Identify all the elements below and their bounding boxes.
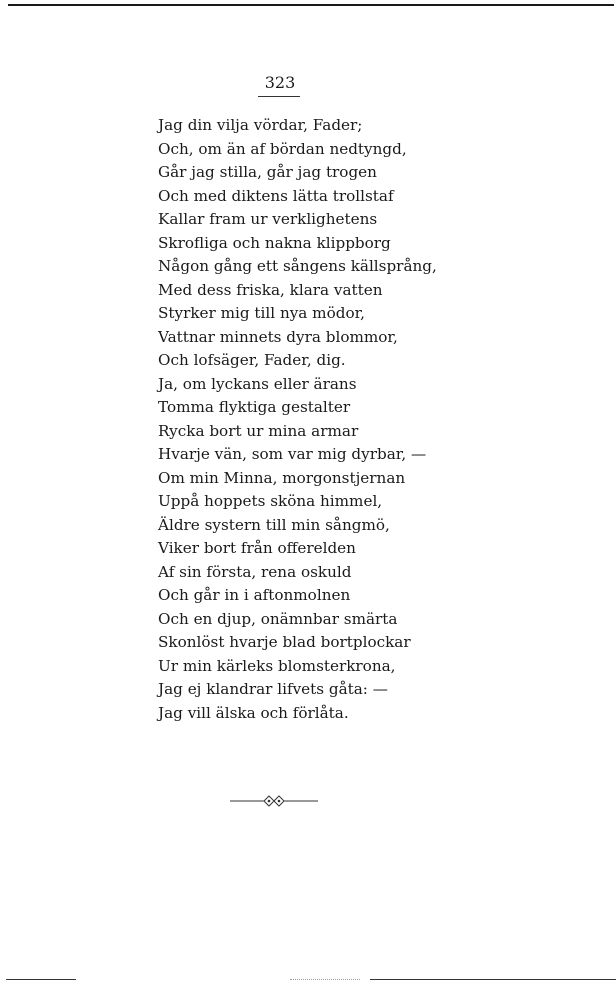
poem-line: Styrker mig till nya mödor,: [158, 304, 366, 322]
poem-line: Hvarje vän, som var mig dyrbar, —: [158, 445, 427, 463]
poem-line: Ja, om lyckans eller ärans: [158, 374, 357, 393]
ornament-divider: [230, 791, 318, 811]
poem-line: Går jag stilla, går jag trogen: [158, 163, 377, 181]
page-number-underline: [258, 96, 300, 97]
poem-line: Ur min kärleks blomsterkrona,: [158, 656, 396, 675]
poem-line: Skrofliga och nakna klippborg: [158, 233, 391, 252]
poem-line: Jag ej klandrar lifvets gåta: —: [158, 680, 388, 698]
poem-line: Och går in i aftonmolnen: [158, 586, 351, 604]
poem-line: Med dess friska, klara vatten: [158, 280, 383, 299]
bottom-rule: [6, 979, 76, 980]
poem: [158, 114, 437, 725]
poem-line: Rycka bort ur mina armar: [158, 421, 359, 440]
poem-line: Uppå hoppets sköna himmel,: [158, 492, 383, 510]
poem-line: Kallar fram ur verklighetens: [158, 210, 378, 228]
poem-line: Viker bort från offerelden: [158, 539, 356, 557]
poem-line: Vattnar minnets dyra blommor,: [158, 327, 398, 346]
poem-line: Af sin första, rena oskuld: [158, 562, 352, 581]
poem-line: Någon gång ett sångens källsprång,: [158, 257, 437, 275]
poem-line: Och med diktens lätta trollstaf: [158, 186, 394, 205]
poem-line: Och en djup, onämnbar smärta: [158, 609, 398, 628]
page-number: 323: [264, 73, 296, 92]
poem-line: Och lofsäger, Fader, dig.: [158, 351, 346, 369]
poem-line: Tomma flyktiga gestalter: [158, 398, 351, 416]
poem-line: Jag din vilja vördar, Fader;: [158, 116, 363, 134]
poem-line: Och, om än af bördan nedtyngd,: [158, 139, 407, 158]
bottom-dotted-rule: [290, 979, 360, 981]
poem-line: Om min Minna, morgonstjernan: [158, 468, 406, 487]
poem-line: Äldre systern till min sångmö,: [158, 515, 390, 534]
top-rule: [8, 4, 614, 6]
bottom-rule: [370, 979, 616, 980]
poem-line: Skonlöst hvarje blad bortplockar: [158, 633, 411, 651]
poem-line: Jag vill älska och förlåta.: [158, 703, 349, 722]
